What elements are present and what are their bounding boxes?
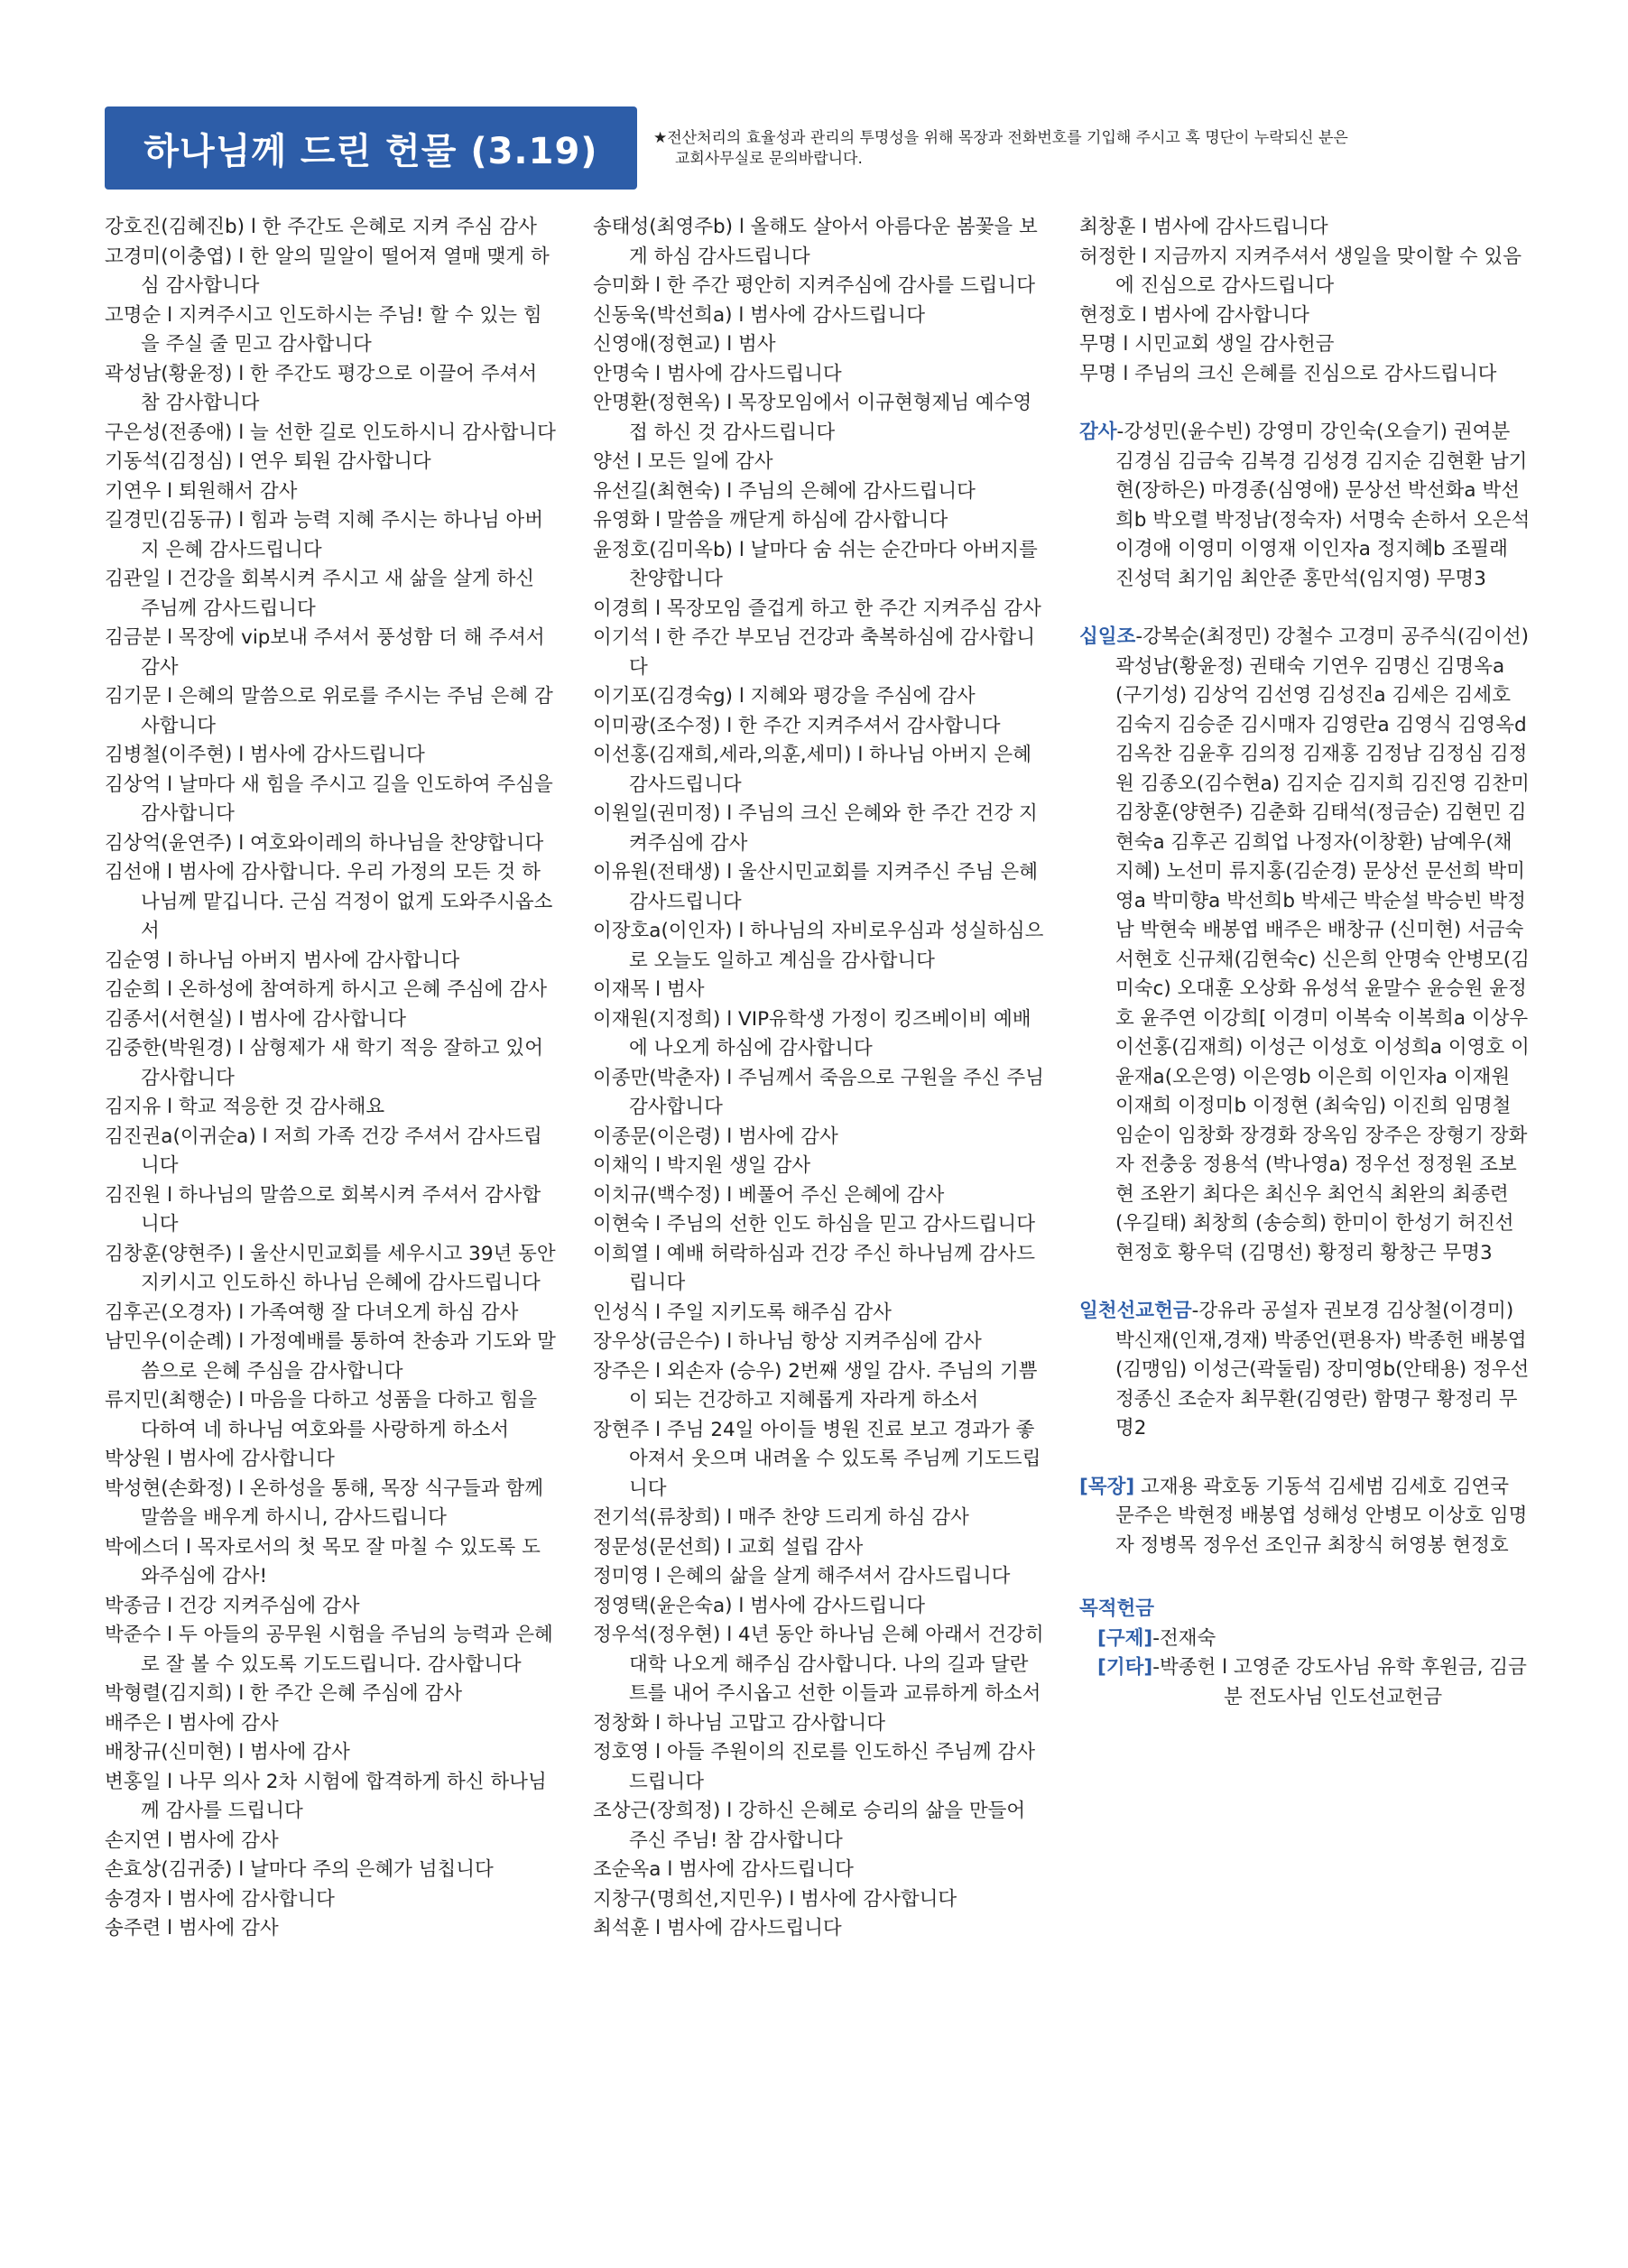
offering-entry: 최석훈 l 범사에 감사드립니다 — [593, 1917, 842, 1939]
offering-entry: 이치규(백수정) l 베풀어 주신 은혜에 감사 — [593, 1183, 945, 1207]
page-title-banner — [105, 106, 637, 190]
offering-entry: 곽성남(황윤정) l 한 주간도 평강으로 이끌어 주셔서 참 감사합니다 — [105, 362, 538, 414]
offering-entry: 김순영 l 하나님 아버지 범사에 감사합니다 — [105, 949, 460, 972]
offering-entry: 이재목 l 범사 — [593, 978, 705, 1001]
offering-entry: 류지민(최행순) l 마음을 다하고 성품을 다하고 힘을 다하여 네 하나님 여호와를 사랑하게 하소서 — [105, 1389, 538, 1441]
offering-entry: 양선 l 모든 일에 감사 — [593, 450, 773, 473]
category-names: 강유라 공설자 권보경 김상철(이경미) 박신재(인재,경재) 박종언(편용자) 박종헌 배봉엽 (김맹임) 이성근(곽둘림) 장미영b(안태용) 정우선 정종신 조순자 최무환(김영란) 함명구 황정리 무명2 — [1115, 1300, 1530, 1439]
offering-entry: 김진권a(이귀순a) l 저희 가족 건강 주셔서 감사드립니다 — [105, 1125, 542, 1177]
offering-entry: 배주은 l 범사에 감사 — [105, 1711, 279, 1735]
offering-entry: 고경미(이충엽) l 한 알의 밀알이 떨어져 열매 맺게 하심 감사합니다 — [105, 245, 550, 297]
category-names: 고재용 곽호동 기동석 김세범 김세호 김연국 문주은 박현정 배봉엽 성해성 안병모 이상호 임명자 정병목 정우선 조인규 최창식 허영봉 현정호 — [1115, 1475, 1528, 1557]
offering-entry: 김진원 l 하나님의 말씀으로 회복시켜 주셔서 감사합니다 — [105, 1183, 541, 1236]
offering-entry: 유선길(최현숙) l 주님의 은혜에 감사드립니다 — [593, 479, 976, 503]
offering-entry: 기연우 l 퇴원해서 감사 — [105, 479, 298, 503]
offering-entry: 손효상(김귀중) l 날마다 주의 은혜가 넘칩니다 — [105, 1858, 494, 1881]
purpose-offering-title: 목적헌금 — [1079, 1597, 1155, 1620]
offering-entry: 조순옥a l 범사에 감사드립니다 — [593, 1858, 854, 1881]
offering-entry: 정영택(윤은숙a) l 범사에 감사드립니다 — [593, 1594, 925, 1617]
offering-entry: 길경민(김동규) l 힘과 능력 지혜 주시는 하나님 아버지 은혜 감사드립니다 — [105, 509, 543, 561]
offering-entry: 지창구(명희선,지민우) l 범사에 감사합니다 — [593, 1887, 957, 1911]
offering-entry: 장우상(금은수) l 하나님 항상 지켜주심에 감사 — [593, 1330, 982, 1353]
offering-entry: 윤정호(김미옥b) l 날마다 숨 쉬는 순간마다 아버지를 찬양합니다 — [593, 538, 1038, 590]
header-note — [653, 128, 1484, 170]
offering-entry: 변홍일 l 나무 의사 2차 시험에 합격하게 하신 하나님께 감사를 드립니다 — [105, 1770, 547, 1822]
note-line-1: ★전산처리의 효율성과 관리의 투명성을 위해 목장과 전화번호를 기입해 주시고 혹 명단이 누락되신 분은 — [653, 129, 1348, 147]
offering-entry: 이기포(김경숙g) l 지혜와 평강을 주심에 감사 — [593, 685, 976, 708]
category-separator: - — [1116, 421, 1124, 443]
offering-entry: 박에스더 l 목자로서의 첫 목모 잘 마칠 수 있도록 도와주심에 감사! — [105, 1535, 541, 1588]
offering-entry: 김상억 l 날마다 새 힘을 주시고 길을 인도하여 주심을 감사합니다 — [105, 773, 553, 825]
offering-entry: 이기석 l 한 주간 부모님 건강과 축복하심에 감사합니다 — [593, 626, 1035, 679]
category-title: [목장] — [1079, 1475, 1135, 1498]
offering-entry: 현정호 l 범사에 감사합니다 — [1079, 303, 1309, 327]
offering-entry: 박종금 l 건강 지켜주심에 감사 — [105, 1594, 360, 1617]
purpose-text: -전재숙 — [1152, 1626, 1216, 1650]
offering-entry: 정미영 l 은혜의 삶을 살게 해주셔서 감사드립니다 — [593, 1565, 1011, 1588]
offering-entry: 이선홍(김재희,세라,의훈,세미) l 하나님 아버지 은혜 감사드립니다 — [593, 744, 1031, 796]
category-block — [1079, 418, 1531, 594]
category-separator: - — [1135, 625, 1143, 648]
offering-entry: 이채익 l 박지원 생일 감사 — [593, 1154, 811, 1177]
category-names: 강복순(최정민) 강철수 고경미 공주식(김이선) 곽성남(황윤정) 권태숙 기연우 김명신 김명옥a (구기성) 김상억 김선영 김성진a 김세은 김세호 김숙지 김승준 김시매자 김영란a 김영식 김영옥d 김옥찬 김윤후 김의정 김재홍 김정남 김정심 김정원 김종오(김수현a) 김지순 김지희 김진영 김찬미 김창훈(양현주) 김춘화 김태석(정금순) 김현민 김현숙a 김후곤 김희업 나정자(이창환) 남예우(채지혜) 노선미 류지홍(김순경) 문상선 문선희 박미영a 박미향a 박선희b 박세근 박순설 박승빈 박정남 박현숙 배봉엽 배주은 배창규 (신미현) 서금숙 서현호 신규채(김현숙c) 신은희 안명숙 안병모(김미숙c) 오대훈 오상화 유성석 윤말수 윤승원 윤정호 윤주연 이강희[ 이경미 이복숙 이복희a 이상우 이선홍(김재희) 이성근 이성호 이성희a 이영호 이윤재a(오은영) 이은영b 이은희 이인자a 이재원 이재희 이정미b 이정현 (최숙임) 이진희 임명철 임순이 임창화 장경화 장옥임 장주은 장형기 장화자 전충웅 정용석 (박나영a) 정우선 정정원 조보현 조완기 최다은 최신우 최언식 최완의 최종련(우길태) 최창희 (송승희) 한미이 한성기 허진선 현정호 황우덕 (김명선) 황정리 황창근 무명3 — [1115, 625, 1530, 1264]
page-title: 하나님께 드린 헌물 (3.19) — [143, 130, 598, 172]
offering-entry: 이원일(권미정) l 주님의 크신 은혜와 한 주간 건강 지켜주심에 감사 — [593, 802, 1038, 855]
offering-entry: 이재원(지정희) l VIP유학생 가정이 킹즈베이비 예배에 나오게 하심에 감사합니다 — [593, 1007, 1031, 1060]
purpose-label: [구제] — [1097, 1626, 1153, 1650]
offering-entry: 정창화 l 하나님 고맙고 감사합니다 — [593, 1711, 886, 1735]
offering-entry: 송주련 l 범사에 감사 — [105, 1917, 279, 1939]
offering-entry: 박준수 l 두 아들의 공무원 시험을 주님의 능력과 은혜로 잘 볼 수 있도록 기도드립니다. 감사합니다 — [105, 1624, 553, 1676]
purpose-offering-item — [1079, 1653, 1531, 1712]
purpose-text: -박종헌 l 고영준 강도사님 유학 후원금, 김금분 전도사님 인도선교헌금 — [1152, 1656, 1527, 1708]
offering-entry: 박상원 l 범사에 감사합니다 — [105, 1448, 335, 1470]
offering-entry: 남민우(이순례) l 가정예배를 통하여 찬송과 기도와 말씀으로 은혜 주심을 감사합니다 — [105, 1330, 556, 1383]
offering-entry: 신영애(정현교) l 범사 — [593, 333, 776, 356]
offering-entry: 김병철(이주현) l 범사에 감사드립니다 — [105, 744, 425, 766]
offering-entry: 허정한 l 지금까지 지켜주셔서 생일을 맞이할 수 있음에 진심으로 감사드립니다 — [1079, 245, 1522, 297]
offering-entry: 승미화 l 한 주간 평안히 지켜주심에 감사를 드립니다 — [593, 274, 1035, 297]
section-gap — [1079, 1268, 1531, 1297]
offering-entry: 송태성(최영주b) l 올해도 살아서 아름다운 봄꽃을 보게 하심 감사드립니다 — [593, 216, 1038, 268]
offering-entry: 김금분 l 목장에 vip보내 주셔서 풍성함 더 해 주셔서 감사 — [105, 626, 545, 679]
offering-entry: 김중한(박원경) l 삼형제가 새 학기 적응 잘하고 있어 감사합니다 — [105, 1037, 543, 1089]
offering-column-1 — [105, 213, 556, 1944]
offering-entry: 신동욱(박선희a) l 범사에 감사드립니다 — [593, 303, 925, 327]
offering-entry: 이경희 l 목장모임 즐겁게 하고 한 주간 지켜주심 감사 — [593, 597, 1041, 620]
offering-entry: 장주은 l 외손자 (승우) 2번째 생일 감사. 주님의 기쁨이 되는 건강하고 지혜롭게 자라게 하소서 — [593, 1359, 1038, 1412]
offering-entry: 김기문 l 은혜의 말씀으로 위로를 주시는 주님 은혜 감사합니다 — [105, 685, 553, 737]
offering-column-3 — [1079, 213, 1531, 1712]
offering-entry: 김상억(윤연주) l 여호와이레의 하나님을 찬양합니다 — [105, 831, 544, 855]
offering-entry: 정호영 l 아들 주원이의 진로를 인도하신 주님께 감사드립니다 — [593, 1741, 1035, 1793]
offering-entry: 안명환(정현옥) l 목장모임에서 이규현형제님 예수영접 하신 것 감사드립니다 — [593, 392, 1032, 444]
offering-entry: 고명순 l 지켜주시고 인도하시는 주님! 할 수 있는 힘을 주실 줄 믿고 감사합니다 — [105, 303, 542, 356]
section-gap — [1079, 1560, 1531, 1589]
offering-entry: 정우석(정우현) l 4년 동안 하나님 은혜 아래서 건강히 대학 나오게 해주심 감사합니다. 나의 길과 달란트를 내어 주시옵고 선한 이들과 교류하게 하소서 — [593, 1624, 1044, 1705]
offering-entry: 김종서(서현실) l 범사에 감사합니다 — [105, 1007, 407, 1031]
offering-entry: 김순희 l 온하성에 참여하게 하시고 은혜 주심에 감사 — [105, 978, 547, 1001]
category-block — [1079, 1297, 1531, 1444]
section-gap — [1079, 1444, 1531, 1473]
category-separator: - — [1191, 1300, 1199, 1322]
offering-entry: 김관일 l 건강을 회복시켜 주시고 새 삶을 살게 하신 주님께 감사드립니다 — [105, 568, 535, 620]
offering-entry: 정문성(문선희) l 교회 설립 감사 — [593, 1535, 864, 1559]
offering-entry: 김후곤(오경자) l 가족여행 잘 다녀오게 하심 감사 — [105, 1301, 519, 1324]
offering-entry: 무명 l 주님의 크신 은혜를 진심으로 감사드립니다 — [1079, 362, 1497, 385]
offering-entry: 배창규(신미현) l 범사에 감사 — [105, 1741, 350, 1763]
offering-entry: 이유원(전태생) l 울산시민교회를 지켜주신 주님 은혜 감사드립니다 — [593, 861, 1039, 913]
offering-entry: 강호진(김혜진b) l 한 주간도 은혜로 지켜 주심 감사 — [105, 216, 537, 238]
category-title: 십일조 — [1079, 625, 1136, 648]
purpose-offering-item — [1079, 1625, 1531, 1654]
offering-entry: 장현주 l 주님 24일 아이들 병원 진료 보고 경과가 좋아져서 웃으며 내려올 수 있도록 주님께 기도드립니다 — [593, 1418, 1041, 1500]
offering-entry: 이종만(박춘자) l 주님께서 죽음으로 구원을 주신 주님 감사합니다 — [593, 1066, 1044, 1118]
offering-entry: 김선애 l 범사에 감사합니다. 우리 가정의 모든 것 하나님께 맡깁니다. 근심 걱정이 없게 도와주시옵소서 — [105, 861, 553, 942]
purpose-label: [기타] — [1097, 1656, 1153, 1679]
offering-entry: 전기석(류창희) l 매주 찬양 드리게 하심 감사 — [593, 1506, 969, 1529]
offering-entry: 이장호a(이인자) l 하나님의 자비로우심과 성실하심으로 오늘도 일하고 계심을 감사합니다 — [593, 920, 1044, 972]
category-block — [1079, 623, 1531, 1268]
offering-entry: 송경자 l 범사에 감사합니다 — [105, 1887, 335, 1911]
offering-entry: 박형렬(김지희) l 한 주간 은혜 주심에 감사 — [105, 1682, 463, 1705]
offering-entry: 구은성(전종애) l 늘 선한 길로 인도하시니 감사합니다 — [105, 421, 556, 444]
offering-entry: 인성식 l 주일 지키도록 해주심 감사 — [593, 1301, 892, 1324]
offering-entry: 이현숙 l 주님의 선한 인도 하심을 믿고 감사드립니다 — [593, 1213, 1035, 1236]
offering-entry: 박성현(손화정) l 온하성을 통해, 목장 식구들과 함께 말씀을 배우게 하시니, 감사드립니다 — [105, 1477, 543, 1529]
category-block — [1079, 1473, 1531, 1561]
offering-entry: 손지연 l 범사에 감사 — [105, 1828, 279, 1852]
offering-entry: 최창훈 l 범사에 감사드립니다 — [1079, 216, 1328, 238]
offering-entry: 기동석(김정심) l 연우 퇴원 감사합니다 — [105, 450, 431, 473]
offering-entry: 김지유 l 학교 적응한 것 감사해요 — [105, 1096, 385, 1118]
note-line-2: 교회사무실로 문의바랍니다. — [675, 150, 863, 168]
offering-column-2 — [593, 213, 1044, 1944]
offering-entry: 조상근(장희정) l 강하신 은혜로 승리의 삶을 만들어 주신 주님! 참 감사합니다 — [593, 1800, 1026, 1852]
offering-entry: 이희열 l 예배 허락하심과 건강 주신 하나님께 감사드립니다 — [593, 1242, 1035, 1294]
offering-entry: 유영화 l 말씀을 깨닫게 하심에 감사합니다 — [593, 509, 948, 532]
offering-entry: 김창훈(양현주) l 울산시민교회를 세우시고 39년 동안 지키시고 인도하신 하나님 은혜에 감사드립니다 — [105, 1242, 556, 1294]
section-gap — [1079, 389, 1531, 418]
offering-entry: 무명 l 시민교회 생일 감사헌금 — [1079, 333, 1335, 356]
section-gap — [1079, 594, 1531, 623]
category-names: 강성민(윤수빈) 강영미 강인숙(오슬기) 권여분 김경심 김금숙 김복경 김성경 김지순 김현환 남기현(장하은) 마경종(심영애) 문상선 박선화a 박선희b 박오렬 박정남(정숙자) 서명숙 손하서 오은석 이경애 이영미 이영재 이인자a 정지혜b 조필래 진성덕 최기임 최안준 홍만석(임지영) 무명3 — [1115, 421, 1531, 590]
offering-entry: 이종문(이은령) l 범사에 감사 — [593, 1125, 838, 1148]
category-title: 일천선교헌금 — [1079, 1300, 1192, 1322]
offering-entry: 안명숙 l 범사에 감사드립니다 — [593, 362, 842, 385]
category-title: 감사 — [1079, 421, 1117, 443]
offering-entry: 이미광(조수정) l 한 주간 지켜주셔서 감사합니다 — [593, 714, 1001, 737]
